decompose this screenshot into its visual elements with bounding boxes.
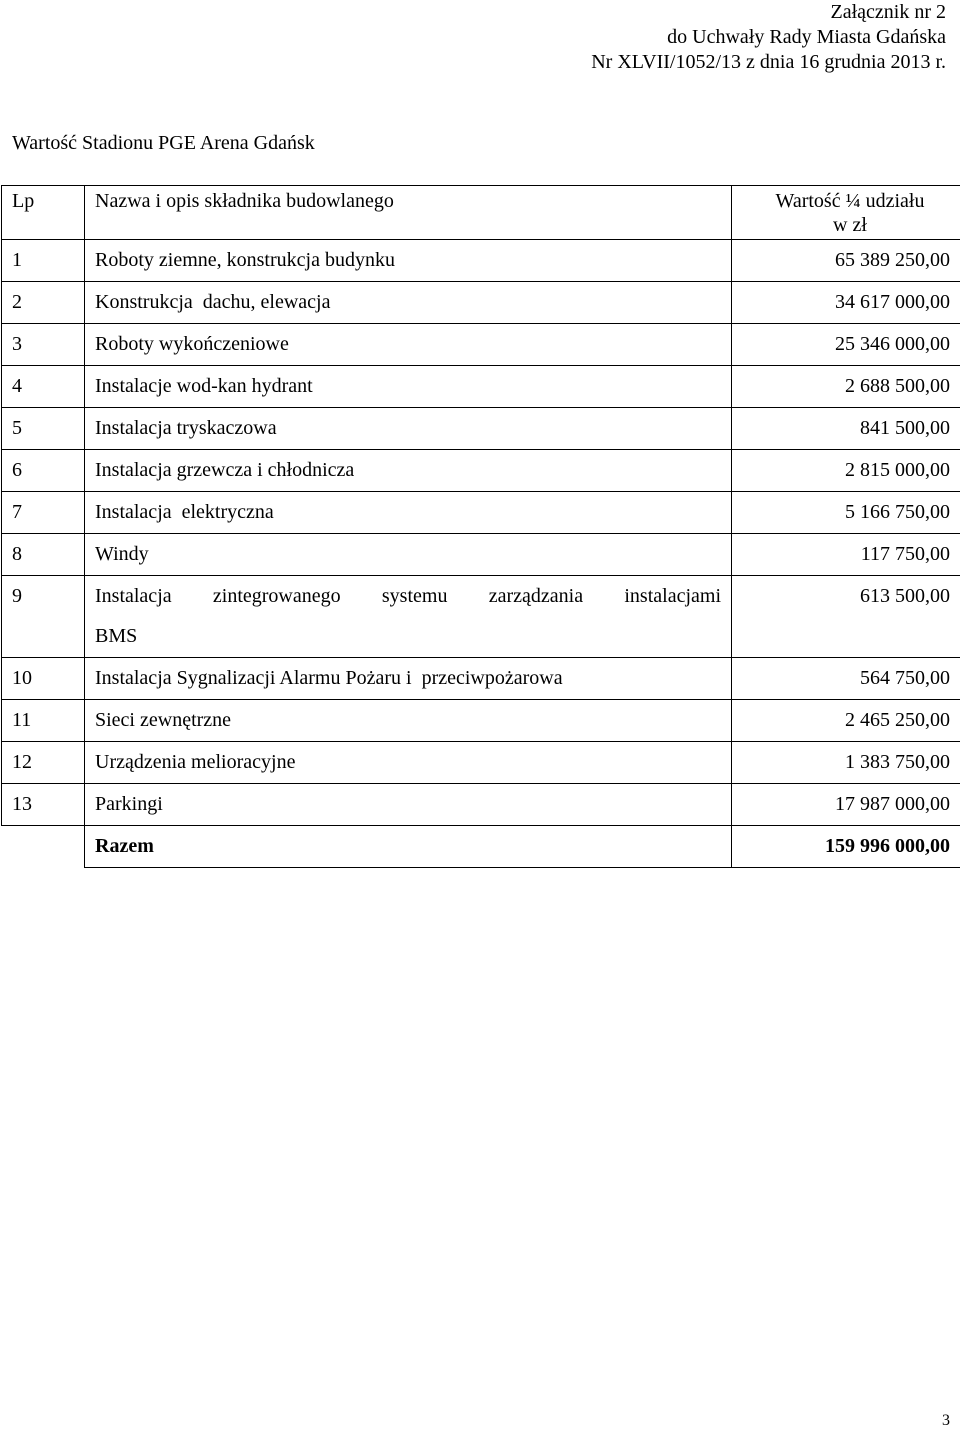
row-name: Konstrukcja dachu, elewacja bbox=[85, 282, 732, 324]
total-empty-cell bbox=[2, 826, 85, 868]
row-name: Windy bbox=[85, 534, 732, 576]
row-value: 5 166 750,00 bbox=[732, 492, 960, 534]
row-lp: 2 bbox=[2, 282, 85, 324]
header-lp: Lp bbox=[2, 186, 85, 240]
row-name-line1: Instalacja zintegrowanego systemu zarządzania instalacjami bbox=[95, 585, 721, 607]
row-name: Instalacje wod-kan hydrant bbox=[85, 366, 732, 408]
row-value: 1 383 750,00 bbox=[732, 742, 960, 784]
row-name: Instalacja elektryczna bbox=[85, 492, 732, 534]
table-row bbox=[2, 408, 960, 450]
row-lp: 1 bbox=[2, 240, 85, 282]
row-lp: 11 bbox=[2, 700, 85, 742]
row-value: 564 750,00 bbox=[732, 658, 960, 700]
row-lp: 7 bbox=[2, 492, 85, 534]
table-row bbox=[2, 324, 960, 366]
row-name: Roboty ziemne, konstrukcja budynku bbox=[85, 240, 732, 282]
table-row bbox=[2, 240, 960, 282]
row-lp: 9 bbox=[2, 576, 85, 658]
header-name: Nazwa i opis składnika budowlanego bbox=[85, 186, 732, 240]
attachment-number: Załącznik nr 2 bbox=[830, 1, 946, 23]
row-name: Sieci zewnętrzne bbox=[85, 700, 732, 742]
row-value: 117 750,00 bbox=[732, 534, 960, 576]
row-value: 25 346 000,00 bbox=[732, 324, 960, 366]
row-lp: 3 bbox=[2, 324, 85, 366]
resolution-number-date: Nr XLVII/1052/13 z dnia 16 grudnia 2013 r. bbox=[591, 51, 946, 73]
row-name: Urządzenia melioracyjne bbox=[85, 742, 732, 784]
total-value: 159 996 000,00 bbox=[732, 826, 960, 868]
stadium-value-table bbox=[1, 185, 960, 868]
header-value-line1: Wartość ¼ udziału bbox=[775, 190, 925, 212]
page-number: 3 bbox=[942, 1412, 950, 1429]
table-row bbox=[2, 576, 960, 658]
row-value: 65 389 250,00 bbox=[732, 240, 960, 282]
row-name: Roboty wykończeniowe bbox=[85, 324, 732, 366]
table-row bbox=[2, 742, 960, 784]
row-value: 613 500,00 bbox=[732, 576, 960, 658]
row-lp: 13 bbox=[2, 784, 85, 826]
row-value: 34 617 000,00 bbox=[732, 282, 960, 324]
table-row bbox=[2, 450, 960, 492]
row-name-line2: BMS bbox=[95, 625, 138, 647]
row-name: Instalacja Sygnalizacji Alarmu Pożaru i przeciwpożarowa bbox=[85, 658, 732, 700]
document-title: Wartość Stadionu PGE Arena Gdańsk bbox=[12, 132, 315, 154]
row-value: 841 500,00 bbox=[732, 408, 960, 450]
table-row bbox=[2, 366, 960, 408]
table-row bbox=[2, 784, 960, 826]
row-name bbox=[85, 576, 732, 658]
table-row bbox=[2, 658, 960, 700]
header-value bbox=[732, 186, 960, 240]
row-value: 17 987 000,00 bbox=[732, 784, 960, 826]
row-lp: 5 bbox=[2, 408, 85, 450]
table-header-row bbox=[2, 186, 960, 240]
row-name: Parkingi bbox=[85, 784, 732, 826]
row-lp: 8 bbox=[2, 534, 85, 576]
header-value-line2: w zł bbox=[833, 214, 867, 236]
resolution-reference: do Uchwały Rady Miasta Gdańska bbox=[667, 26, 946, 48]
row-value: 2 465 250,00 bbox=[732, 700, 960, 742]
total-label: Razem bbox=[85, 826, 732, 868]
row-name: Instalacja tryskaczowa bbox=[85, 408, 732, 450]
row-lp: 12 bbox=[2, 742, 85, 784]
row-name: Instalacja grzewcza i chłodnicza bbox=[85, 450, 732, 492]
row-value: 2 688 500,00 bbox=[732, 366, 960, 408]
row-value: 2 815 000,00 bbox=[732, 450, 960, 492]
table-row bbox=[2, 700, 960, 742]
total-row bbox=[2, 826, 960, 868]
row-lp: 6 bbox=[2, 450, 85, 492]
table-row bbox=[2, 282, 960, 324]
row-lp: 4 bbox=[2, 366, 85, 408]
attachment-header bbox=[346, 0, 946, 75]
table-row bbox=[2, 534, 960, 576]
table-row bbox=[2, 492, 960, 534]
row-lp: 10 bbox=[2, 658, 85, 700]
